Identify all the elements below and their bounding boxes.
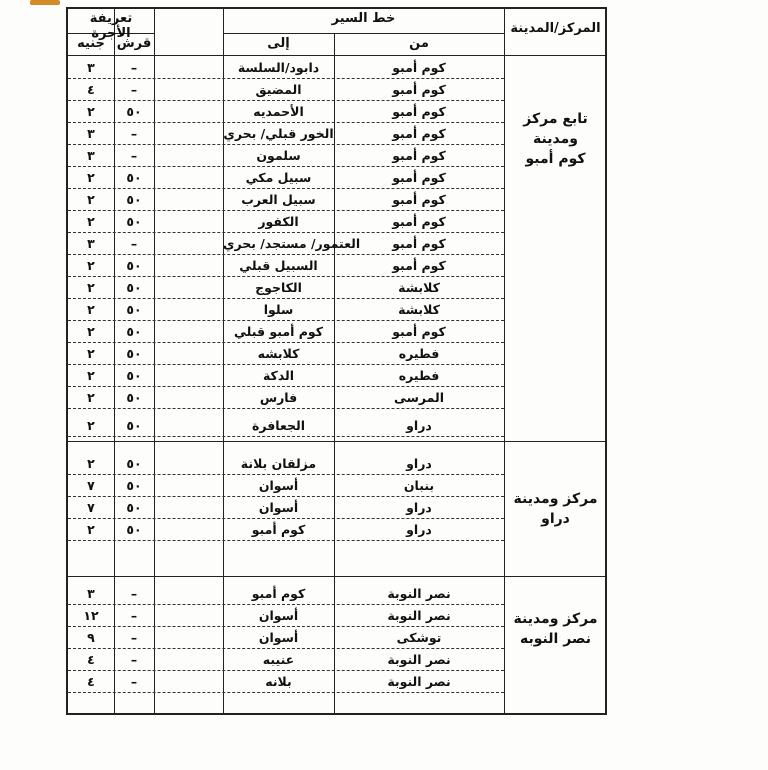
pound-cell: ٣ [87,236,95,251]
from-header: من [409,36,429,51]
pound-cell: ٢ [87,258,95,273]
route-subheader-line [223,33,504,34]
from-cell: نصر النوبة [387,674,451,689]
from-cell: كوم أمبو [392,60,446,75]
pound-cell: ٢ [87,522,95,537]
row-separator [68,692,504,693]
to-cell: المضيق [255,82,302,97]
to-cell: كلابشه [257,346,300,361]
to-cell: سبيل العرب [241,192,316,207]
piaster-cell: ٥٠ [126,390,142,405]
pound-cell: ٣ [87,586,95,601]
pound-cell: ٢ [87,280,95,295]
piaster-cell: ٥٠ [126,418,142,433]
fare-header: تعريفة الأجرة [89,11,133,41]
group-line: تابع مركز ومدينة [523,111,588,147]
group-line: نصر النوبه [520,631,591,647]
to-cell: كوم أمبو [251,522,306,537]
from-cell: كلابشة [398,280,440,295]
piaster-cell: ٥٠ [126,170,142,185]
group-line: دراو [541,511,570,527]
from-cell: كوم أمبو [392,258,446,273]
from-cell: دراو [406,456,432,471]
piaster-cell: ٥٠ [126,478,142,493]
piaster-cell: ٥٠ [126,104,142,119]
to-cell: سلمون [256,148,301,163]
from-cell: كوم أمبو [392,170,446,185]
piaster-cell: ٥٠ [126,192,142,207]
to-cell: فارس [259,390,298,405]
to-cell: سبيل مكي [245,170,312,185]
to-cell: الدكة [262,368,295,383]
to-cell: كوم أمبو قبلي [234,324,323,339]
piaster-cell: – [130,60,138,75]
pound-cell: ٢ [87,192,95,207]
pound-cell: ٢ [87,324,95,339]
piaster-cell: ٥٠ [126,346,142,361]
to-cell: أسوان [258,478,299,493]
piaster-cell: ٥٠ [126,500,142,515]
from-cell: دراو [406,418,432,433]
pound-cell: ٤ [87,82,95,97]
pound-cell: ٧ [87,500,95,515]
to-cell: العتمور/ مستجد/ بحري [223,236,361,251]
group-label-kom-ombo [504,109,607,169]
from-cell: توشكى [396,630,442,645]
to-cell: الجعافرة [251,418,306,433]
to-cell: الكفور [258,214,299,229]
from-cell: كوم أمبو [392,104,446,119]
pound-cell: ٢ [87,170,95,185]
from-cell: كلابشة [398,302,440,317]
group-label-nasr-elnouba [504,609,607,649]
to-cell: عنيبه [262,652,295,667]
to-cell: الأحمديه [253,104,304,119]
piaster-cell: ٥٠ [126,302,142,317]
piaster-cell: – [130,82,138,97]
pound-cell: ١٢ [83,608,99,623]
pound-header: جنيه [77,36,105,51]
piaster-cell: ٥٠ [126,456,142,471]
piaster-cell: – [130,148,138,163]
pound-cell: ٢ [87,390,95,405]
piaster-cell: – [130,126,138,141]
pound-cell: ٣ [87,126,95,141]
to-cell: كوم أمبو [251,586,306,601]
to-cell: الكاجوج [255,280,302,295]
from-cell: المرسى [393,390,445,405]
pound-cell: ٢ [87,456,95,471]
orange-mark [30,0,60,5]
col-divider [154,9,155,713]
from-cell: كوم أمبو [392,148,446,163]
piaster-cell: – [130,236,138,251]
row-separator [68,408,504,409]
from-cell: كوم أمبو [392,192,446,207]
pound-cell: ٧ [87,478,95,493]
from-cell: بنبان [403,478,435,493]
from-cell: كوم أمبو [392,214,446,229]
piaster-cell: ٥٠ [126,522,142,537]
from-cell: نصر النوبة [387,586,451,601]
piaster-cell: ٥٠ [126,280,142,295]
header-bottom-line [68,55,605,56]
from-cell: نصر النوبة [387,608,451,623]
to-cell: السبيل قبلي [239,258,318,273]
from-cell: فطيره [398,346,440,361]
piaster-cell: – [130,630,138,645]
from-cell: دراو [406,500,432,515]
piaster-cell: – [130,586,138,601]
to-header: إلى [267,36,290,51]
fare-table [66,7,607,715]
from-cell: دراو [406,522,432,537]
piaster-cell: ٥٠ [126,368,142,383]
pound-cell: ٢ [87,302,95,317]
piaster-cell: ٥٠ [126,258,142,273]
from-cell: كوم أمبو [392,236,446,251]
to-cell: أسوان [258,630,299,645]
group-line: كوم أمبو [525,151,586,167]
to-cell: الخور قبلي/ بحري [223,126,334,141]
row-separator [68,540,504,541]
piaster-cell: – [130,652,138,667]
from-cell: كوم أمبو [392,82,446,97]
pound-cell: ٢ [87,418,95,433]
route-header: خط السير [331,11,396,26]
to-cell: مزلقان بلانة [240,456,317,471]
from-cell: كوم أمبو [392,324,446,339]
piaster-cell: – [130,674,138,689]
piaster-header: قرش [116,36,152,51]
group-line: مركز ومدينة [513,611,598,627]
pound-cell: ٤ [87,652,95,667]
pound-cell: ٢ [87,214,95,229]
to-cell: دابود/السلسة [237,60,320,75]
pound-cell: ٢ [87,368,95,383]
pound-cell: ٢ [87,346,95,361]
piaster-cell: ٥٠ [126,324,142,339]
pound-cell: ٤ [87,674,95,689]
pound-cell: ٣ [87,60,95,75]
from-cell: نصر النوبة [387,652,451,667]
group-separator [68,441,605,442]
group-line: مركز ومدينة [513,491,598,507]
group-separator [68,576,605,577]
to-cell: أسوان [258,608,299,623]
district-header: المركز/المدينة [510,21,601,36]
from-cell: كوم أمبو [392,126,446,141]
pound-cell: ٣ [87,148,95,163]
from-cell: فطيره [398,368,440,383]
piaster-cell: – [130,608,138,623]
row-separator [68,436,504,437]
to-cell: أسوان [258,500,299,515]
group-label-daraw [504,489,607,529]
to-cell: بلانه [265,674,292,689]
piaster-cell: ٥٠ [126,214,142,229]
to-cell: سلوا [263,302,294,317]
pound-cell: ٢ [87,104,95,119]
pound-cell: ٩ [87,630,95,645]
